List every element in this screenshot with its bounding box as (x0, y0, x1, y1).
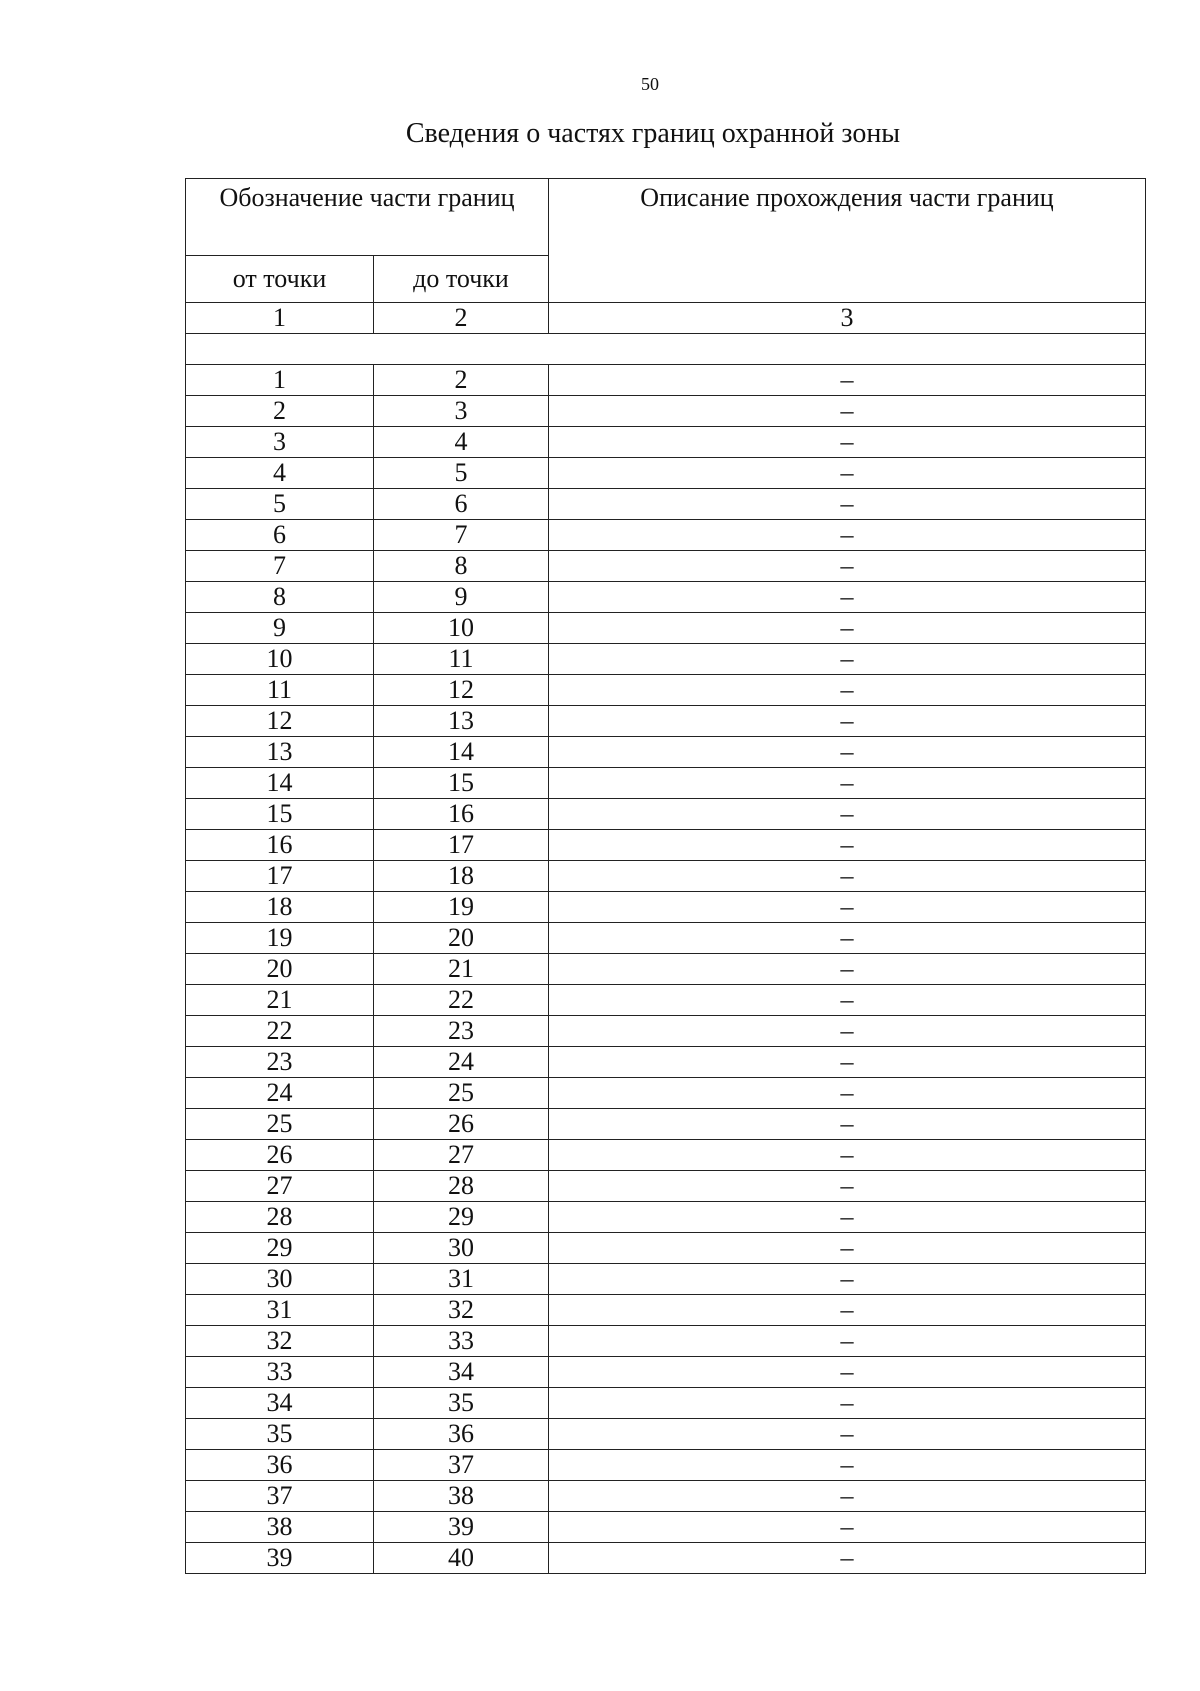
cell-to-point: 4 (374, 427, 549, 458)
cell-to-point: 2 (374, 365, 549, 396)
cell-from-point: 30 (186, 1264, 374, 1295)
table-row (186, 1419, 1146, 1450)
table-row (186, 1357, 1146, 1388)
cell-description: – (549, 396, 1146, 427)
cell-to-point: 12 (374, 675, 549, 706)
table-row (186, 1047, 1146, 1078)
table-row (186, 1543, 1146, 1574)
table-row (186, 1016, 1146, 1047)
header-boundary-designation: Обозначение части границ (186, 179, 549, 256)
table-row (186, 582, 1146, 613)
table-row (186, 613, 1146, 644)
cell-from-point: 33 (186, 1357, 374, 1388)
cell-description: – (549, 861, 1146, 892)
cell-from-point: 15 (186, 799, 374, 830)
table-row (186, 1264, 1146, 1295)
cell-to-point: 34 (374, 1357, 549, 1388)
table-row (186, 458, 1146, 489)
cell-to-point: 27 (374, 1140, 549, 1171)
table-row (186, 675, 1146, 706)
cell-from-point: 23 (186, 1047, 374, 1078)
table-row (186, 1202, 1146, 1233)
cell-to-point: 32 (374, 1295, 549, 1326)
cell-description: – (549, 923, 1146, 954)
cell-description: – (549, 1295, 1146, 1326)
cell-description: – (549, 1326, 1146, 1357)
table-row (186, 551, 1146, 582)
cell-from-point: 12 (186, 706, 374, 737)
cell-to-point: 31 (374, 1264, 549, 1295)
cell-from-point: 19 (186, 923, 374, 954)
cell-to-point: 23 (374, 1016, 549, 1047)
cell-from-point: 36 (186, 1450, 374, 1481)
cell-description: – (549, 1481, 1146, 1512)
cell-to-point: 26 (374, 1109, 549, 1140)
cell-to-point: 33 (374, 1326, 549, 1357)
table-row (186, 706, 1146, 737)
cell-description: – (549, 1171, 1146, 1202)
cell-description: – (549, 1109, 1146, 1140)
cell-from-point: 35 (186, 1419, 374, 1450)
table-header (186, 179, 1146, 334)
document-title: Сведения о частях границ охранной зоны (405, 118, 901, 149)
empty-row (186, 334, 1146, 365)
header-to-point: до точки (374, 256, 549, 303)
cell-from-point: 13 (186, 737, 374, 768)
cell-description: – (549, 768, 1146, 799)
table-row (186, 644, 1146, 675)
cell-from-point: 24 (186, 1078, 374, 1109)
cell-from-point: 11 (186, 675, 374, 706)
cell-from-point: 37 (186, 1481, 374, 1512)
table-row (186, 799, 1146, 830)
cell-to-point: 18 (374, 861, 549, 892)
cell-to-point: 7 (374, 520, 549, 551)
empty-cell (186, 334, 1146, 365)
table-row (186, 1078, 1146, 1109)
table-row (186, 1109, 1146, 1140)
table-row (186, 830, 1146, 861)
cell-to-point: 25 (374, 1078, 549, 1109)
table-row (186, 489, 1146, 520)
cell-from-point: 27 (186, 1171, 374, 1202)
cell-description: – (549, 1140, 1146, 1171)
cell-description: – (549, 1357, 1146, 1388)
cell-description: – (549, 551, 1146, 582)
cell-to-point: 5 (374, 458, 549, 489)
cell-to-point: 20 (374, 923, 549, 954)
column-number-3: 3 (549, 303, 1146, 334)
cell-from-point: 3 (186, 427, 374, 458)
table-row (186, 1512, 1146, 1543)
cell-description: – (549, 737, 1146, 768)
cell-description: – (549, 1233, 1146, 1264)
cell-from-point: 14 (186, 768, 374, 799)
page-number: 50 (641, 74, 659, 94)
cell-to-point: 11 (374, 644, 549, 675)
cell-to-point: 14 (374, 737, 549, 768)
cell-to-point: 3 (374, 396, 549, 427)
cell-to-point: 13 (374, 706, 549, 737)
header-boundary-description: Описание прохождения части границ (549, 179, 1146, 303)
table-row (186, 365, 1146, 396)
cell-description: – (549, 675, 1146, 706)
table-row (186, 396, 1146, 427)
cell-from-point: 28 (186, 1202, 374, 1233)
cell-from-point: 2 (186, 396, 374, 427)
table-row (186, 985, 1146, 1016)
table-row (186, 1171, 1146, 1202)
cell-description: – (549, 985, 1146, 1016)
cell-to-point: 28 (374, 1171, 549, 1202)
cell-description: – (549, 582, 1146, 613)
table-row (186, 768, 1146, 799)
cell-to-point: 37 (374, 1450, 549, 1481)
cell-description: – (549, 489, 1146, 520)
cell-from-point: 16 (186, 830, 374, 861)
column-number-2: 2 (374, 303, 549, 334)
cell-description: – (549, 1202, 1146, 1233)
table-row (186, 1326, 1146, 1357)
table-row (186, 1481, 1146, 1512)
cell-description: – (549, 520, 1146, 551)
table-row (186, 1295, 1146, 1326)
cell-from-point: 38 (186, 1512, 374, 1543)
cell-from-point: 4 (186, 458, 374, 489)
table-row (186, 737, 1146, 768)
cell-description: – (549, 1078, 1146, 1109)
cell-to-point: 6 (374, 489, 549, 520)
cell-description: – (549, 427, 1146, 458)
cell-to-point: 39 (374, 1512, 549, 1543)
cell-description: – (549, 706, 1146, 737)
cell-from-point: 1 (186, 365, 374, 396)
header-from-point: от точки (186, 256, 374, 303)
cell-description: – (549, 1450, 1146, 1481)
cell-from-point: 29 (186, 1233, 374, 1264)
table-row (186, 427, 1146, 458)
column-number-1: 1 (186, 303, 374, 334)
cell-from-point: 18 (186, 892, 374, 923)
cell-from-point: 34 (186, 1388, 374, 1419)
cell-to-point: 38 (374, 1481, 549, 1512)
table-row (186, 861, 1146, 892)
cell-to-point: 40 (374, 1543, 549, 1574)
cell-to-point: 17 (374, 830, 549, 861)
cell-description: – (549, 954, 1146, 985)
cell-to-point: 36 (374, 1419, 549, 1450)
cell-description: – (549, 1016, 1146, 1047)
boundary-parts-table (185, 178, 1146, 1574)
table-row (186, 1233, 1146, 1264)
cell-from-point: 17 (186, 861, 374, 892)
cell-to-point: 29 (374, 1202, 549, 1233)
cell-to-point: 9 (374, 582, 549, 613)
cell-from-point: 26 (186, 1140, 374, 1171)
cell-description: – (549, 892, 1146, 923)
cell-description: – (549, 1047, 1146, 1078)
table-row (186, 1388, 1146, 1419)
table-row (186, 1450, 1146, 1481)
table-body (186, 334, 1146, 1574)
cell-to-point: 19 (374, 892, 549, 923)
cell-from-point: 7 (186, 551, 374, 582)
cell-description: – (549, 458, 1146, 489)
table-row (186, 1140, 1146, 1171)
cell-to-point: 8 (374, 551, 549, 582)
cell-from-point: 9 (186, 613, 374, 644)
cell-from-point: 20 (186, 954, 374, 985)
cell-description: – (549, 830, 1146, 861)
cell-from-point: 32 (186, 1326, 374, 1357)
cell-description: – (549, 613, 1146, 644)
cell-to-point: 16 (374, 799, 549, 830)
cell-description: – (549, 1388, 1146, 1419)
cell-from-point: 10 (186, 644, 374, 675)
cell-to-point: 22 (374, 985, 549, 1016)
cell-description: – (549, 1512, 1146, 1543)
cell-from-point: 22 (186, 1016, 374, 1047)
table-row (186, 892, 1146, 923)
cell-to-point: 10 (374, 613, 549, 644)
cell-from-point: 6 (186, 520, 374, 551)
cell-to-point: 24 (374, 1047, 549, 1078)
table-row (186, 923, 1146, 954)
cell-description: – (549, 1543, 1146, 1574)
cell-from-point: 5 (186, 489, 374, 520)
cell-from-point: 21 (186, 985, 374, 1016)
cell-description: – (549, 1264, 1146, 1295)
cell-from-point: 31 (186, 1295, 374, 1326)
cell-to-point: 30 (374, 1233, 549, 1264)
cell-description: – (549, 1419, 1146, 1450)
cell-to-point: 15 (374, 768, 549, 799)
cell-description: – (549, 799, 1146, 830)
cell-from-point: 8 (186, 582, 374, 613)
cell-from-point: 25 (186, 1109, 374, 1140)
cell-from-point: 39 (186, 1543, 374, 1574)
cell-description: – (549, 365, 1146, 396)
table-row (186, 954, 1146, 985)
cell-to-point: 21 (374, 954, 549, 985)
cell-to-point: 35 (374, 1388, 549, 1419)
table-row (186, 520, 1146, 551)
cell-description: – (549, 644, 1146, 675)
